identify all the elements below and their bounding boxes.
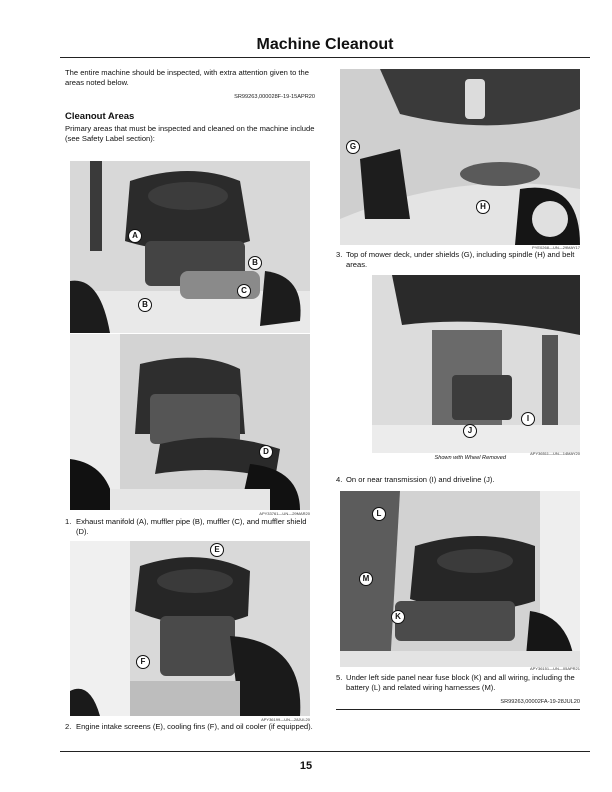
callout-g: G [346, 140, 360, 154]
figure-transmission [372, 275, 580, 453]
figure-exhaust [70, 161, 310, 333]
callout-f: F [136, 655, 150, 669]
figure-id-2: APY33761—UN—29MAR20 [259, 511, 310, 516]
figure-mower-deck [340, 69, 580, 245]
transmission-illustration [372, 275, 580, 453]
callout-b-lower: B [138, 298, 152, 312]
figure-id-6: APY36151—UN—05APR21 [529, 666, 580, 671]
figure-wiring [340, 491, 580, 667]
callout-i: I [521, 412, 535, 426]
muffler-shield-illustration [70, 334, 310, 510]
cleanout-heading: Cleanout Areas [65, 111, 135, 122]
callout-c: C [237, 284, 251, 298]
mower-deck-illustration [340, 69, 580, 245]
callout-a: A [128, 229, 142, 243]
figure-id-4: PYE0268—UN—29MAY17 [532, 245, 580, 250]
item-5-text: Under left side panel near fuse block (K) and all wiring, including the battery (L) and related wiring harnesses (M). [346, 673, 575, 692]
cleanout-text: Primary areas that must be inspected and cleaned on the machine include (see Safety Label section): [65, 124, 315, 143]
callout-d: D [259, 445, 273, 459]
callout-b-upper: B [248, 256, 262, 270]
item-4-text: On or near transmission (I) and driveline (J). [346, 475, 495, 484]
item-3-text: Top of mower deck, under shields (G), including spindle (H) and belt areas. [346, 250, 575, 269]
callout-l: L [372, 507, 386, 521]
item-1-text: Exhaust manifold (A), muffler pipe (B), muffler (C), and muffler shield (D). [76, 517, 307, 536]
title-rule [60, 57, 590, 58]
footer-rule [60, 751, 590, 752]
item-4-number: 4. [336, 475, 343, 484]
intake-illustration [70, 541, 310, 716]
item-5-number: 5. [336, 673, 343, 682]
end-ref: SR99263,00002FA-19-28JUL20 [500, 699, 580, 705]
figure-id-5: APY36511—UN—14MAY20 [530, 451, 580, 456]
engine-illustration [70, 161, 310, 333]
figure-5-caption: Shown with Wheel Removed [434, 455, 506, 461]
end-rule [336, 709, 580, 710]
intro-ref: SR99263,000028F-19-15APR20 [234, 94, 315, 100]
page-number: 15 [299, 760, 313, 772]
callout-k: K [391, 610, 405, 624]
item-2-text: Engine intake screens (E), cooling fins (F), and oil cooler (if equipped). [76, 722, 313, 731]
callout-e: E [210, 543, 224, 557]
callout-j: J [463, 424, 477, 438]
intro-text: The entire machine should be inspected, with extra attention given to the areas noted below. [65, 68, 309, 87]
item-3-number: 3. [336, 250, 343, 259]
page-title: Machine Cleanout [256, 36, 394, 53]
figure-muffler-shield [70, 334, 310, 510]
callout-m: M [359, 572, 373, 586]
callout-h: H [476, 200, 490, 214]
figure-intake [70, 541, 310, 716]
item-2-number: 2. [65, 722, 72, 731]
figure-id-3: APY36199—UN—28JUL20 [261, 717, 310, 722]
item-1-number: 1. [65, 517, 72, 526]
